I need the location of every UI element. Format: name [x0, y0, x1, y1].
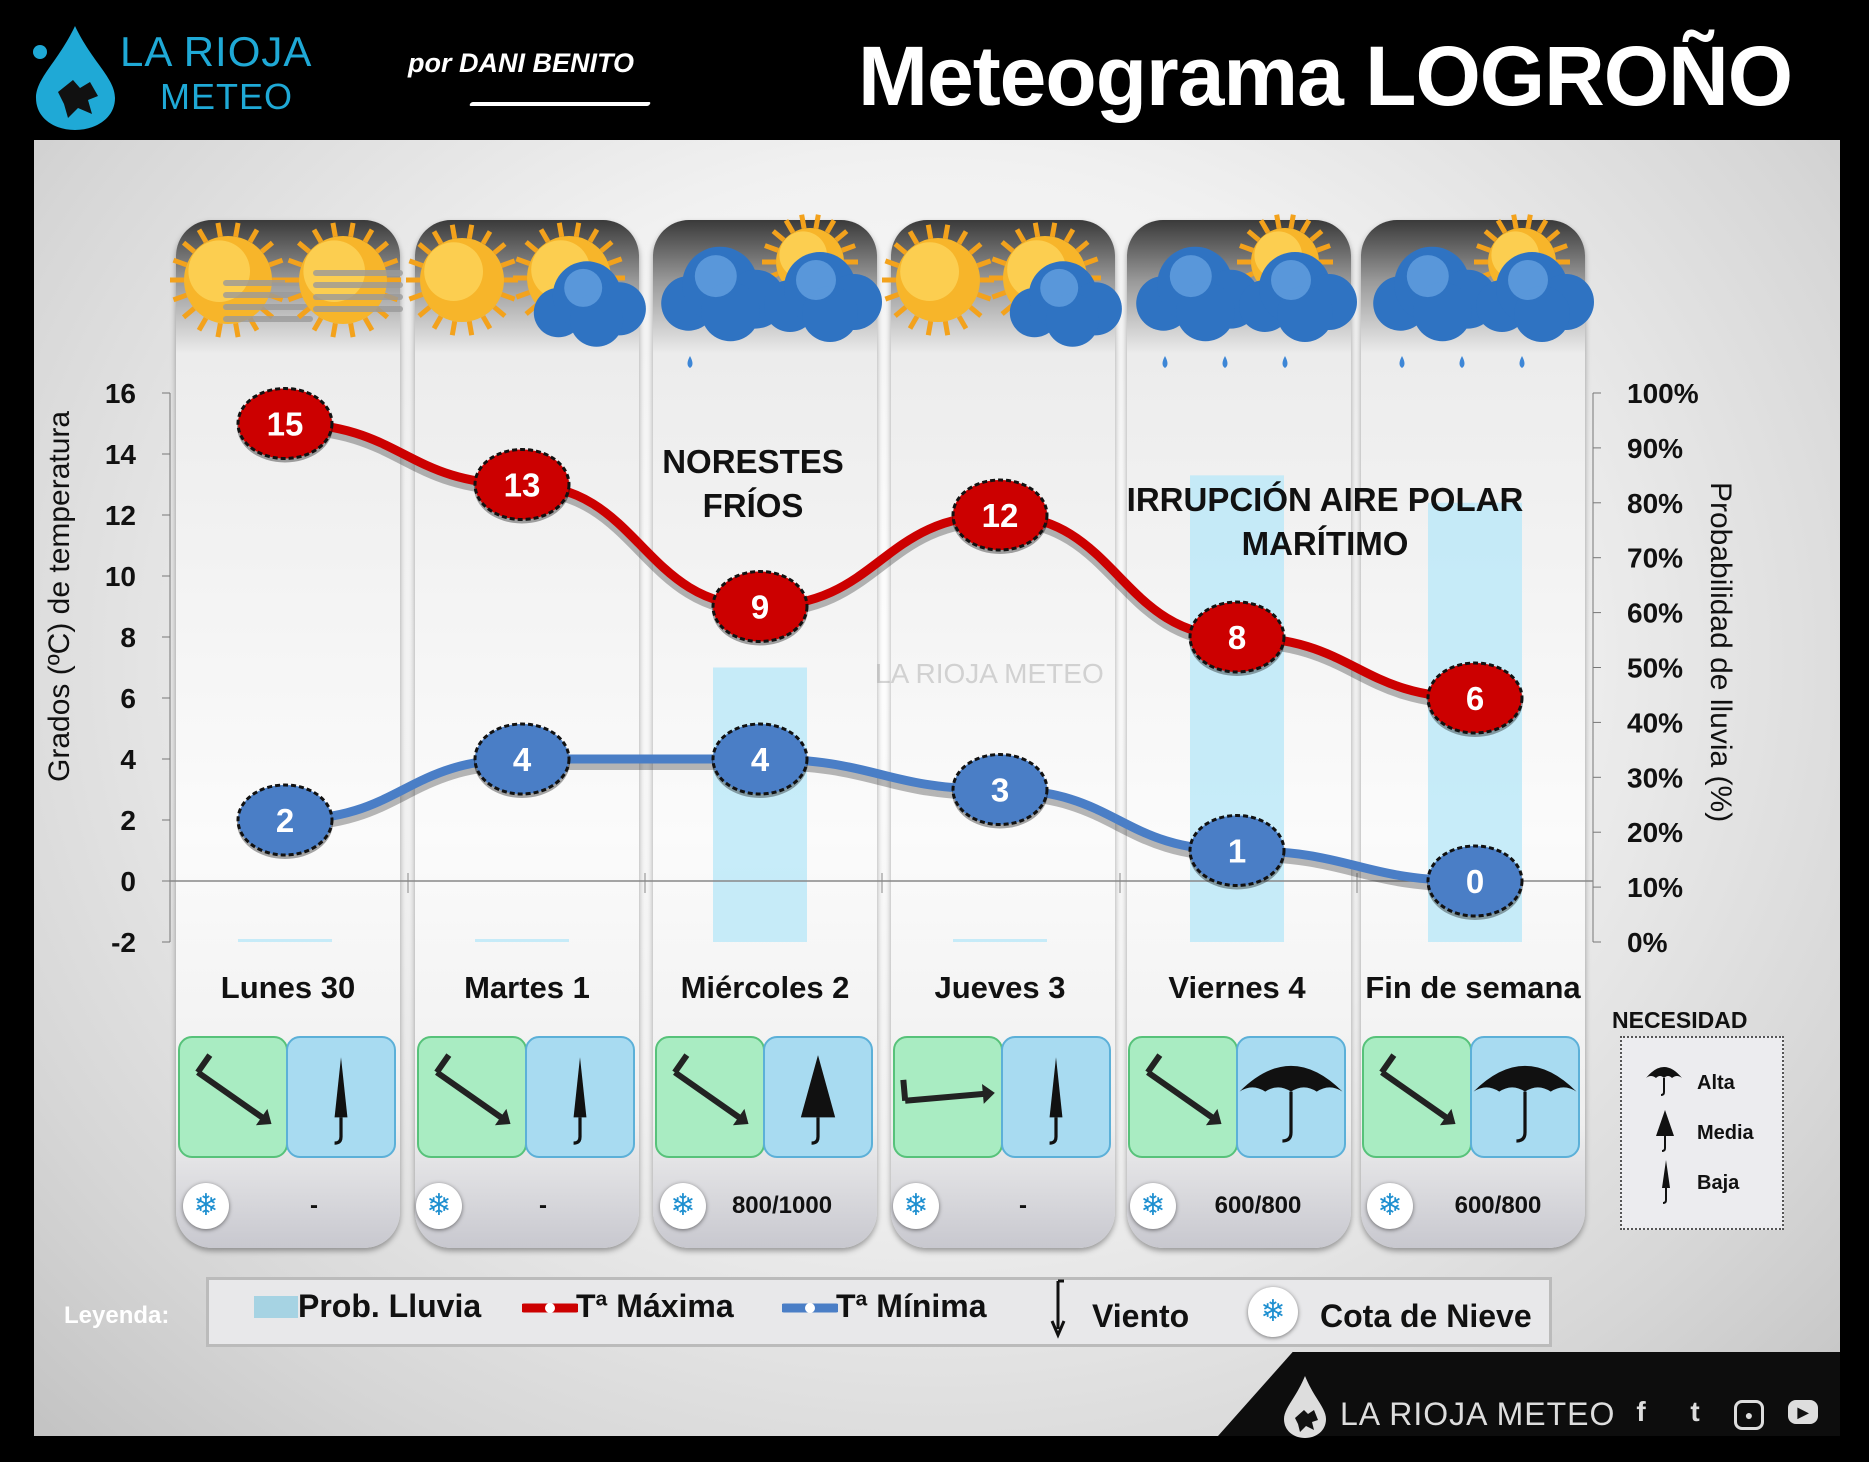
y-right-tick-label: 70%	[1627, 542, 1684, 574]
wind-box	[417, 1036, 527, 1158]
snowflake-icon: ❄	[1367, 1183, 1413, 1229]
snow-level: 600/800	[1454, 1192, 1542, 1219]
y-axis-title: Grados (ºC) de temperatura	[43, 410, 76, 782]
min-temp-point	[1427, 846, 1523, 920]
day-label: Martes 1	[464, 970, 590, 1005]
umbrella-closed-icon	[1656, 1158, 1676, 1204]
max-temp-point	[952, 480, 1048, 554]
y-tick-label: 6	[120, 683, 136, 714]
snow-level: -	[539, 1192, 547, 1219]
max-temp-point	[1189, 602, 1285, 676]
point-label: 13	[503, 466, 541, 504]
y-tick-label: 16	[104, 378, 136, 409]
wind-arrow-icon	[1048, 1279, 1068, 1339]
rain-prob-bar	[953, 939, 1047, 942]
point-label: 15	[266, 405, 304, 443]
snow-level: 800/1000	[731, 1192, 833, 1219]
point-label: 4	[750, 741, 770, 778]
point-label: 12	[981, 497, 1019, 534]
rain-prob-bar	[238, 939, 332, 942]
wind-arrow-icon	[1130, 1038, 1236, 1156]
annotation-polar	[1110, 478, 1540, 566]
umbrella-baja-icon	[1003, 1038, 1109, 1156]
y-axis-right-title: Probabilidad de lluvia (%)	[1704, 482, 1737, 823]
legend-max-line	[522, 1296, 578, 1320]
point-label: 3	[990, 771, 1010, 809]
snow-level: -	[1019, 1192, 1027, 1219]
legend-item: Viento	[1092, 1298, 1190, 1334]
snowflake-icon: ❄	[1248, 1287, 1298, 1337]
wind-box	[655, 1036, 765, 1158]
umbrella-box	[1001, 1036, 1111, 1158]
y-right-tick-label: 20%	[1627, 817, 1684, 849]
wind-arrow-icon	[180, 1038, 286, 1156]
legend-item: Tª Máxima	[576, 1288, 734, 1324]
max-temp-point	[237, 389, 333, 463]
point-label: 8	[1227, 619, 1247, 656]
y-right-tick-label: 30%	[1627, 762, 1684, 794]
y-right-tick-label: 60%	[1627, 597, 1684, 629]
drop-logo-icon	[1280, 1374, 1330, 1440]
legend-item: Prob. Lluvia	[298, 1288, 482, 1324]
day-label: Viernes 4	[1168, 970, 1306, 1005]
umbrella-box	[1236, 1036, 1346, 1158]
umbrella-open-icon	[1644, 1062, 1684, 1096]
umbrella-box	[286, 1036, 396, 1158]
snowflake-icon: ❄	[183, 1183, 229, 1229]
max-temp-point	[712, 572, 808, 646]
legend-item: Tª Mínima	[836, 1288, 987, 1324]
legend-rain-swatch	[254, 1296, 298, 1318]
annotation-line: MARÍTIMO	[1241, 525, 1409, 562]
byline: por DANI BENITO	[408, 48, 635, 78]
y-tick-label: 12	[104, 500, 136, 531]
y-right-tick-label: 100%	[1627, 378, 1699, 409]
y-tick-label: 2	[120, 805, 136, 836]
day-label: Lunes 30	[220, 970, 356, 1005]
y-right-tick-label: 40%	[1627, 707, 1684, 739]
series-line-shadow	[285, 763, 1475, 885]
annotation-line: FRÍOS	[702, 487, 804, 524]
snowflake-icon: ❄	[416, 1183, 462, 1229]
y-right-tick-label: 10%	[1627, 872, 1684, 904]
brand-name-line2: METEO	[160, 76, 294, 117]
wind-box	[893, 1036, 1003, 1158]
min-temp-point	[712, 724, 808, 798]
umbrella-alta-icon	[1238, 1038, 1344, 1156]
y-tick-label: 10	[104, 561, 136, 592]
snow-level: 600/800	[1214, 1192, 1302, 1219]
wind-arrow-icon	[1364, 1038, 1470, 1156]
rain-prob-bar	[475, 939, 569, 942]
y-right-tick-label: 90%	[1627, 432, 1684, 464]
point-label: 0	[1465, 863, 1485, 900]
instagram-icon[interactable]: ●	[1734, 1400, 1764, 1430]
min-temp-point	[474, 724, 570, 798]
legend-min-line	[782, 1296, 838, 1320]
umbrella-baja-icon	[288, 1038, 394, 1156]
legend-item: Cota de Nieve	[1320, 1298, 1532, 1334]
youtube-icon[interactable]: ▶	[1788, 1400, 1818, 1424]
wind-box	[1128, 1036, 1238, 1158]
max-temp-point	[1427, 663, 1523, 737]
legend-title: Leyenda:	[64, 1302, 170, 1329]
necesidad-level: Alta	[1697, 1072, 1735, 1094]
brand-name-line1: LA RIOJA	[120, 28, 313, 75]
umbrella-media-icon	[765, 1038, 871, 1156]
wind-box	[178, 1036, 288, 1158]
page-title: Meteograma LOGROÑO	[858, 29, 1793, 123]
footer-brand: LA RIOJA METEO	[1340, 1396, 1616, 1432]
y-right-tick-label: 50%	[1627, 652, 1684, 684]
min-temp-point	[952, 755, 1048, 829]
min-temp-point	[1189, 816, 1285, 890]
annotation-line: IRRUPCIÓN AIRE POLAR	[1126, 481, 1524, 518]
facebook-icon[interactable]: f	[1636, 1396, 1646, 1427]
wind-arrow-icon	[419, 1038, 525, 1156]
snowflake-icon: ❄	[893, 1183, 939, 1229]
day-label: Jueves 3	[934, 970, 1066, 1005]
point-label: 4	[512, 741, 532, 778]
umbrella-box	[525, 1036, 635, 1158]
twitter-icon[interactable]: t	[1690, 1396, 1700, 1427]
snow-level: -	[310, 1192, 318, 1219]
annotation-norestes	[648, 440, 858, 528]
umbrella-alta-icon	[1472, 1038, 1578, 1156]
watermark: LA RIOJA METEO	[875, 658, 1104, 689]
annotation-line: NORESTES	[662, 443, 844, 480]
point-label: 6	[1465, 680, 1485, 717]
wind-arrow-icon	[657, 1038, 763, 1156]
y-right-tick-label: 80%	[1627, 487, 1684, 519]
day-label: Fin de semana	[1365, 970, 1581, 1005]
necesidad-level: Baja	[1697, 1172, 1740, 1194]
umbrella-box	[1470, 1036, 1580, 1158]
y-tick-label: 0	[120, 866, 136, 897]
max-temp-point	[474, 450, 570, 524]
y-tick-label: 4	[120, 744, 136, 775]
umbrella-half-icon	[1652, 1108, 1678, 1152]
point-label: 9	[750, 588, 770, 626]
y-tick-label: 8	[120, 622, 136, 653]
umbrella-baja-icon	[527, 1038, 633, 1156]
umbrella-box	[763, 1036, 873, 1158]
necesidad-level: Media	[1697, 1122, 1754, 1144]
snowflake-icon: ❄	[1130, 1183, 1176, 1229]
min-temp-point	[237, 785, 333, 859]
point-label: 2	[275, 802, 295, 839]
point-label: 1	[1227, 832, 1247, 870]
necesidad-title: NECESIDAD	[1612, 1007, 1748, 1033]
y-tick-label: 14	[104, 439, 136, 470]
y-right-tick-label: 0%	[1627, 927, 1668, 958]
day-label: Miércoles 2	[680, 970, 850, 1005]
snowflake-icon: ❄	[660, 1183, 706, 1229]
rain-prob-bar	[713, 668, 807, 943]
y-tick-label: -2	[111, 927, 136, 958]
wind-box	[1362, 1036, 1472, 1158]
wind-arrow-icon	[895, 1038, 1001, 1156]
